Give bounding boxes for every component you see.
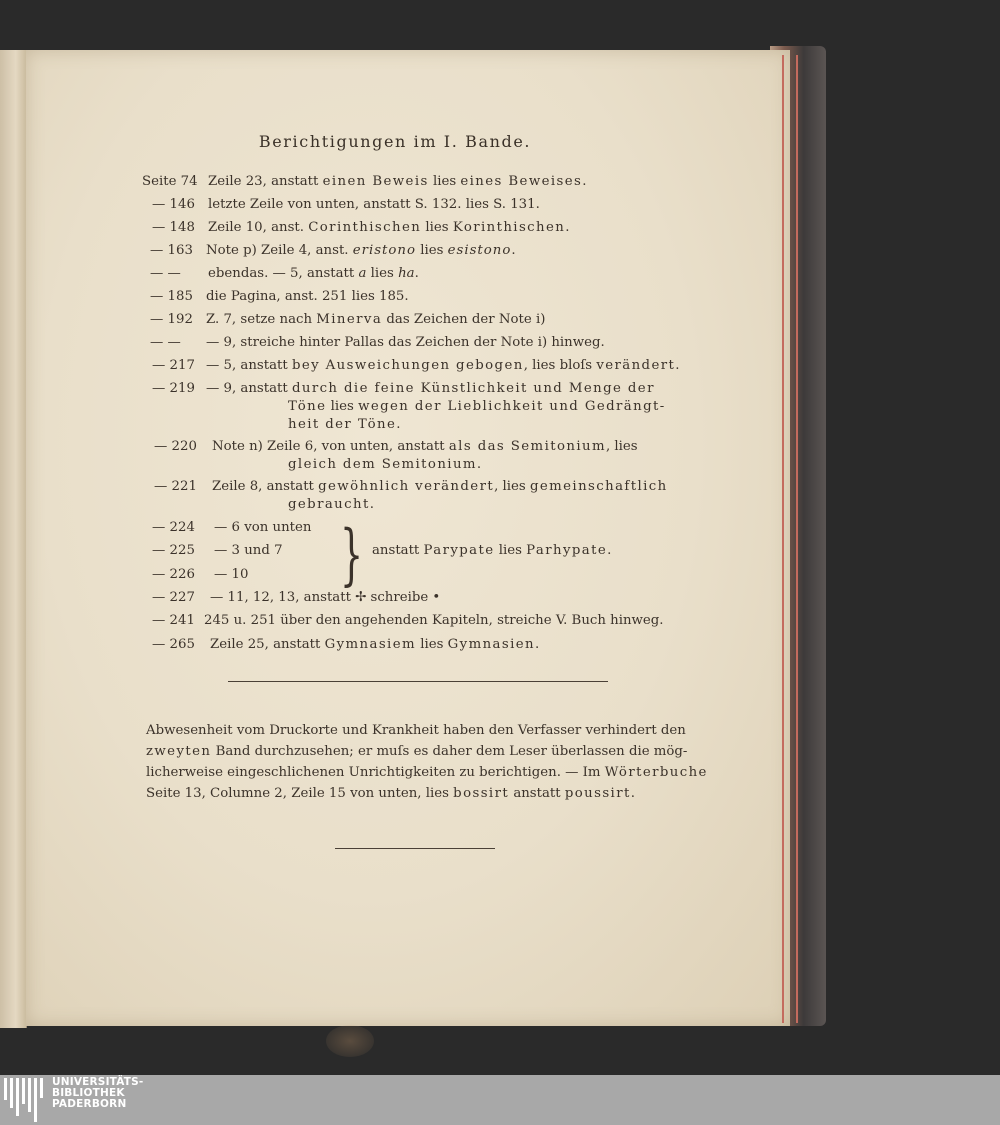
page-number: — — — [150, 335, 181, 350]
correction-text: — 11, 12, 13, anstatt ✢ schreibe • — [210, 590, 441, 605]
page-edge-line — [782, 55, 784, 1023]
correction-text: letzte Zeile von unten, anstatt S. 132. lies S. 131. — [208, 197, 540, 212]
page-number: Seite 74 — [142, 174, 198, 189]
correction-text: Zeile 23, anstatt einen Beweis lies eines Beweises. — [208, 174, 587, 189]
brace-symbol: } — [340, 516, 364, 593]
correction-text: die Pagina, anst. 251 lies 185. — [206, 289, 409, 304]
page-number: — 185 — [150, 289, 193, 304]
page-number: — — — [150, 266, 181, 281]
paragraph-line: licherweise eingeschlichenen Unrichtigkeiten zu berichtigen. — Im Wörterbuche — [146, 765, 708, 780]
page-edge-line — [796, 55, 798, 1023]
page-number: — 146 — [152, 197, 195, 212]
page-number: — 241 — [152, 613, 195, 628]
page-number: — 225 — [152, 543, 195, 558]
page-number: — 226 — [152, 567, 195, 582]
library-name-line3: PADERBORN — [52, 1098, 127, 1110]
page-number: — 265 — [152, 637, 195, 652]
left-page-edge — [0, 50, 27, 1028]
correction-text: — 6 von unten — [214, 520, 312, 535]
correction-text: Zeile 10, anst. Corinthischen lies Korinthischen. — [208, 220, 570, 235]
correction-text: 245 u. 251 über den angehenden Kapiteln, streiche V. Buch hinweg. — [204, 613, 664, 628]
correction-text: ebendas. — 5, anstatt a lies ha. — [208, 266, 419, 281]
correction-text: — 5, anstatt bey Ausweichungen gebogen, lies bloſs verändert. — [206, 358, 680, 373]
brace-correction-text: anstatt Parypate lies Parhypate. — [372, 543, 612, 558]
page-number: — 192 — [150, 312, 193, 327]
page-number: — 227 — [152, 590, 195, 605]
paragraph-line: Abwesenheit vom Druckorte und Krankheit haben den Verfasser verhindert den — [146, 723, 686, 738]
library-name — [52, 1077, 143, 1110]
library-name-line2: BIBLIOTHEK — [52, 1087, 125, 1099]
correction-text: Z. 7, setze nach Minerva das Zeichen der Note i) — [206, 312, 546, 327]
correction-text-continued: heit der Töne. — [288, 417, 401, 432]
page-number: — 163 — [150, 243, 193, 258]
note-paragraph — [146, 720, 708, 804]
correction-text: Note n) Zeile 6, von unten, anstatt als das Semitonium, lies — [212, 439, 638, 454]
correction-text-continued: gebraucht. — [288, 497, 374, 512]
page-number: — 221 — [154, 479, 197, 494]
paragraph-line: zweyten Band durchzusehen; er muſs es daher dem Leser überlassen die mög- — [146, 744, 688, 759]
correction-text: Note p) Zeile 4, anst. eristono lies esistono. — [206, 243, 516, 258]
correction-text: — 9, streiche hinter Pallas das Zeichen der Note i) hinweg. — [206, 335, 605, 350]
correction-text: — 10 — [214, 567, 249, 582]
page-heading: Berichtigungen im I. Bande. — [258, 132, 532, 151]
correction-text: — 3 und 7 — [214, 543, 283, 558]
divider-rule-short — [335, 848, 495, 849]
correction-text: Zeile 25, anstatt Gymnasiem lies Gymnasien. — [210, 637, 540, 652]
page-number: — 224 — [152, 520, 195, 535]
page-number: — 220 — [154, 439, 197, 454]
correction-text: — 9, anstatt durch die feine Künstlichkeit und Menge der — [206, 381, 655, 396]
divider-rule — [228, 681, 608, 682]
library-footer-bar — [0, 1075, 1000, 1125]
page-stain — [326, 1025, 374, 1057]
library-logo-icon — [4, 1078, 48, 1124]
correction-text-continued: gleich dem Semitonium. — [288, 457, 482, 472]
correction-text-continued: Töne lies wegen der Lieblichkeit und Gedrängt- — [288, 399, 666, 414]
page-number: — 219 — [152, 381, 195, 396]
page-number: — 148 — [152, 220, 195, 235]
page-number: — 217 — [152, 358, 195, 373]
correction-text: Zeile 8, anstatt gewöhnlich verändert, lies gemeinschaftlich — [212, 479, 668, 494]
library-name-line1: UNIVERSITÄTS- — [52, 1076, 144, 1088]
paragraph-line: Seite 13, Columne 2, Zeile 15 von unten, lies bossirt anstatt poussirt. — [146, 786, 635, 801]
